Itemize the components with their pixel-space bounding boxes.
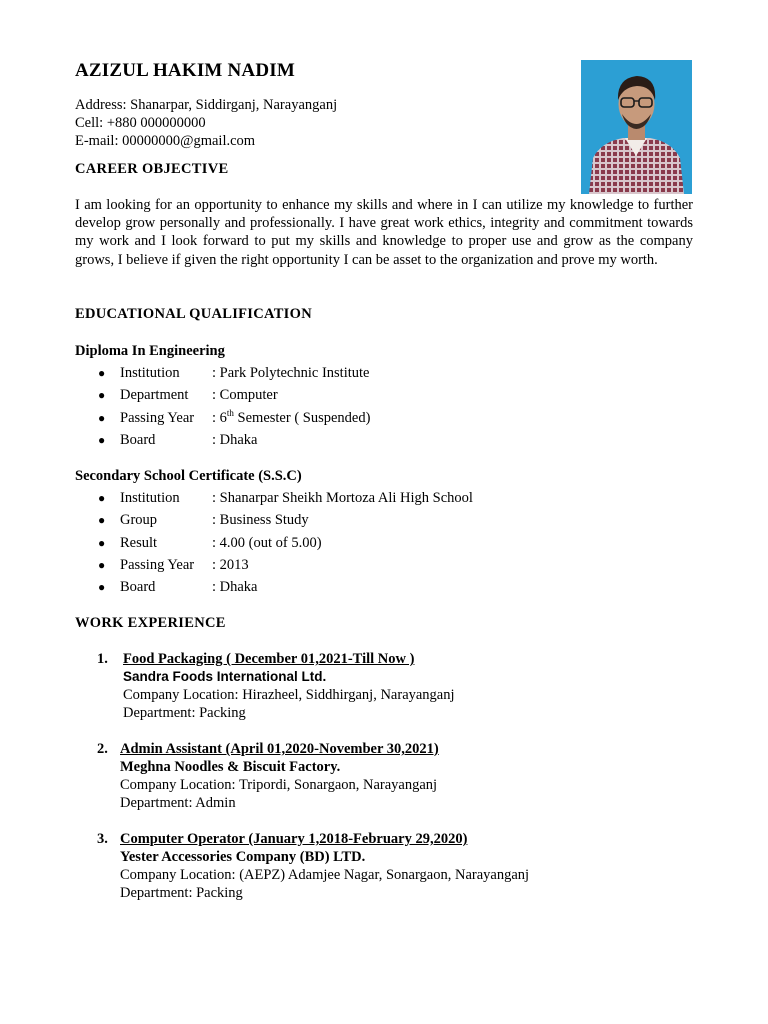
work-experience-heading: WORK EXPERIENCE (75, 615, 226, 631)
list-item: ● Institution : Shanarpar Sheikh Mortoza Ali High School (98, 490, 473, 506)
job-title: Computer Operator (January 1,2018-February 29,2020) (120, 831, 468, 847)
company-location: Company Location: Hirazheel, Siddhirganj, Narayanganj (123, 687, 455, 703)
company-location: Company Location: (AEPZ) Adamjee Nagar, Sonargaon, Narayanganj (120, 867, 530, 883)
department: Department: Packing (123, 705, 246, 721)
list-item: ● Board : Dhaka (98, 431, 258, 448)
list-item: ● Institution : Park Polytechnic Institute (98, 365, 370, 381)
bullet-icon: ● (98, 491, 106, 505)
job-entry-2 (97, 740, 439, 812)
job-title: Food Packaging ( December 01,2021-Till Now ) (123, 651, 415, 667)
career-objective-text: I am looking for an opportunity to enhance my skills and where in I can utilize my knowledge to further develop grow personally and professionally. I have great work ethics, integrity and commitment towards my work and I look forward to put my skills and knowledge to proper use and grow as the company grows, I believe if given the right opportunity I can be asset to the organization and prove my worth. (75, 197, 693, 268)
contact-block (75, 96, 337, 150)
list-item: ● Group : Business Study (98, 512, 309, 529)
department: Department: Packing (120, 885, 243, 901)
job-number: 3. (97, 831, 108, 847)
company-location: Company Location: Tripordi, Sonargaon, Narayanganj (120, 777, 438, 793)
job-entry-3 (97, 830, 529, 902)
job-number: 1. (97, 651, 108, 667)
bullet-icon: ● (98, 410, 106, 425)
list-item: ● Board : Dhaka (98, 579, 258, 596)
list-item: ● Passing Year : 6th Semester ( Suspended) (98, 407, 371, 426)
company-name: Meghna Noodles & Biscuit Factory. (120, 759, 341, 775)
bullet-icon: ● (98, 366, 106, 380)
list-item: ● Result : 4.00 (out of 5.00) (98, 534, 322, 551)
email-line: E-mail: 00000000@gmail.com (75, 133, 256, 149)
bullet-icon: ● (98, 513, 106, 528)
diploma-details-list (98, 364, 370, 453)
job-title: Admin Assistant (April 01,2020-November 30,2021) (120, 741, 439, 757)
bullet-icon: ● (98, 580, 106, 595)
list-item: ● Passing Year : 2013 (98, 556, 249, 573)
ssc-title: Secondary School Certificate (S.S.C) (75, 468, 302, 484)
bullet-icon: ● (98, 388, 106, 403)
bullet-icon: ● (98, 432, 106, 447)
profile-photo (581, 60, 692, 194)
diploma-title: Diploma In Engineering (75, 343, 225, 359)
job-entry-1 (97, 650, 455, 722)
bullet-icon: ● (98, 557, 106, 572)
company-name: Yester Accessories Company (BD) LTD. (120, 849, 366, 865)
portrait-illustration (581, 60, 692, 194)
address-line: Address: Shanarpar, Siddirganj, Narayanganj (75, 97, 338, 113)
job-number: 2. (97, 741, 108, 757)
department: Department: Admin (120, 795, 236, 811)
education-heading: EDUCATIONAL QUALIFICATION (75, 306, 312, 322)
applicant-name: AZIZUL HAKIM NADIM (75, 60, 296, 81)
career-objective-heading: CAREER OBJECTIVE (75, 161, 229, 177)
cell-line: Cell: +880 000000000 (75, 115, 206, 131)
list-item: ● Department : Computer (98, 387, 278, 404)
company-name: Sandra Foods International Ltd. (123, 669, 327, 684)
ssc-details-list (98, 489, 473, 600)
bullet-icon: ● (98, 535, 106, 550)
